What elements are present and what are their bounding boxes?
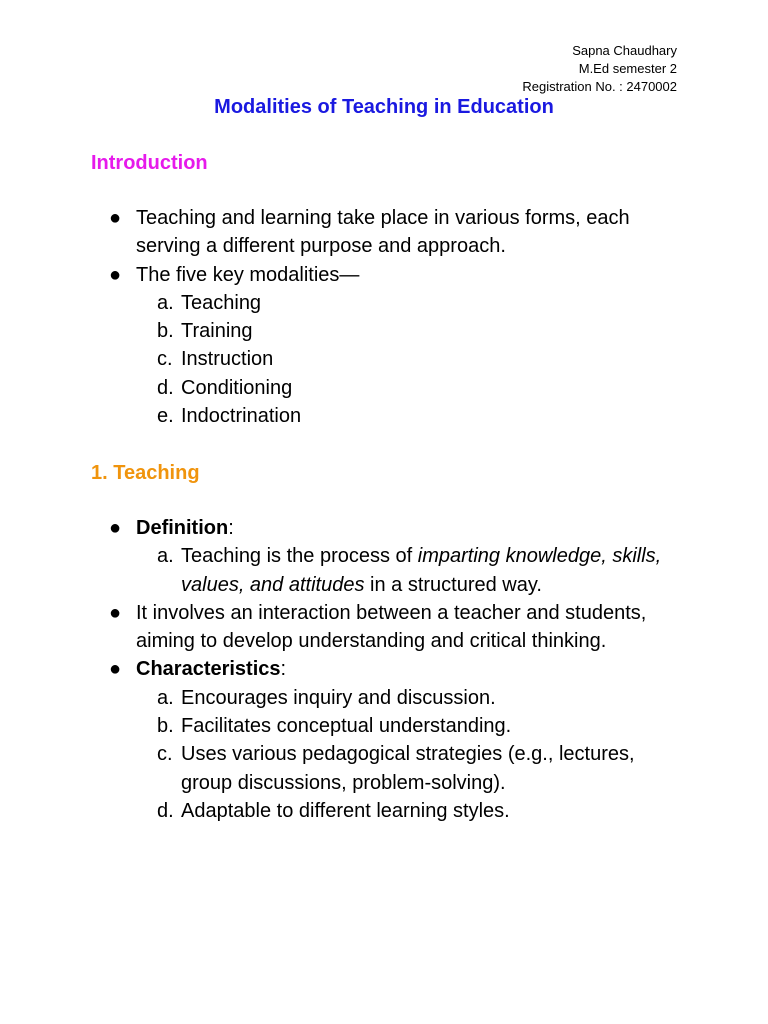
list-marker: d. — [157, 799, 174, 822]
program-info: M.Ed semester 2 — [578, 61, 677, 76]
document-title: Modalities of Teaching in Education — [214, 96, 554, 118]
definition-text-start: Teaching is the process of — [181, 545, 418, 568]
list-item-text: Training — [181, 320, 253, 343]
bullet-item — [109, 599, 689, 656]
characteristics-label: Characteristics — [136, 658, 281, 681]
bullet-text: Teaching and learning take place in various forms, each serving a different purpose and approach. — [136, 207, 630, 258]
list-item — [109, 684, 689, 712]
bullet-item — [109, 514, 689, 542]
bullet-icon: ● — [109, 263, 122, 286]
bullet-icon: ● — [109, 658, 122, 681]
registration-number: Registration No. : 2470002 — [522, 79, 677, 94]
list-item-text: Instruction — [181, 348, 274, 371]
bullet-icon: ● — [109, 207, 122, 229]
list-item-text: Adaptable to different learning styles. — [181, 799, 510, 822]
list-item — [109, 317, 689, 345]
list-marker: a. — [157, 291, 174, 314]
bullet-item — [109, 655, 689, 683]
teaching-section — [109, 514, 689, 825]
list-marker: e. — [157, 405, 174, 428]
list-item-text: Conditioning — [181, 376, 293, 399]
list-item-text: Indoctrination — [181, 405, 302, 428]
author-name: Sapna Chaudhary — [572, 43, 677, 58]
teaching-heading: 1. Teaching — [91, 462, 200, 484]
list-item-text: Teaching — [181, 291, 262, 314]
list-marker: a. — [157, 686, 174, 709]
definition-label: Definition — [136, 517, 229, 539]
list-marker: c. — [157, 743, 173, 766]
bullet-text: The five key modalities— — [136, 263, 360, 286]
list-item — [109, 374, 689, 402]
list-marker: b. — [157, 320, 174, 343]
bullet-text: It involves an interaction between a teacher and students, aiming to develop understanding and critical thinking. — [136, 601, 647, 653]
list-marker: c. — [157, 348, 173, 371]
bullet-item — [109, 261, 689, 289]
list-item — [109, 712, 689, 740]
list-item-text: Facilitates conceptual understanding. — [181, 715, 512, 738]
definition-emphasis: imparting knowledge, skills, values, and attitudes — [181, 545, 662, 596]
list-item — [109, 345, 689, 373]
list-marker: b. — [157, 715, 174, 738]
introduction-section — [109, 204, 689, 430]
list-marker: d. — [157, 376, 174, 399]
definition-colon: : — [228, 517, 234, 539]
introduction-heading: Introduction — [91, 152, 208, 174]
list-item — [109, 402, 689, 430]
list-item-text: Uses various pedagogical strategies (e.g., lectures, group discussions, problem-solving). — [181, 743, 635, 794]
bullet-icon: ● — [109, 601, 122, 624]
definition-text — [181, 545, 661, 595]
definition-text-end: in a structured way. — [364, 573, 542, 596]
bullet-item — [109, 204, 689, 261]
author-info — [522, 42, 677, 96]
list-item — [109, 289, 689, 317]
list-item — [109, 542, 689, 599]
list-item-text: Encourages inquiry and discussion. — [181, 686, 496, 709]
list-item — [109, 740, 689, 797]
bullet-icon: ● — [109, 517, 122, 539]
list-marker: a. — [157, 545, 174, 568]
list-item — [109, 797, 689, 825]
characteristics-colon: : — [280, 658, 287, 681]
